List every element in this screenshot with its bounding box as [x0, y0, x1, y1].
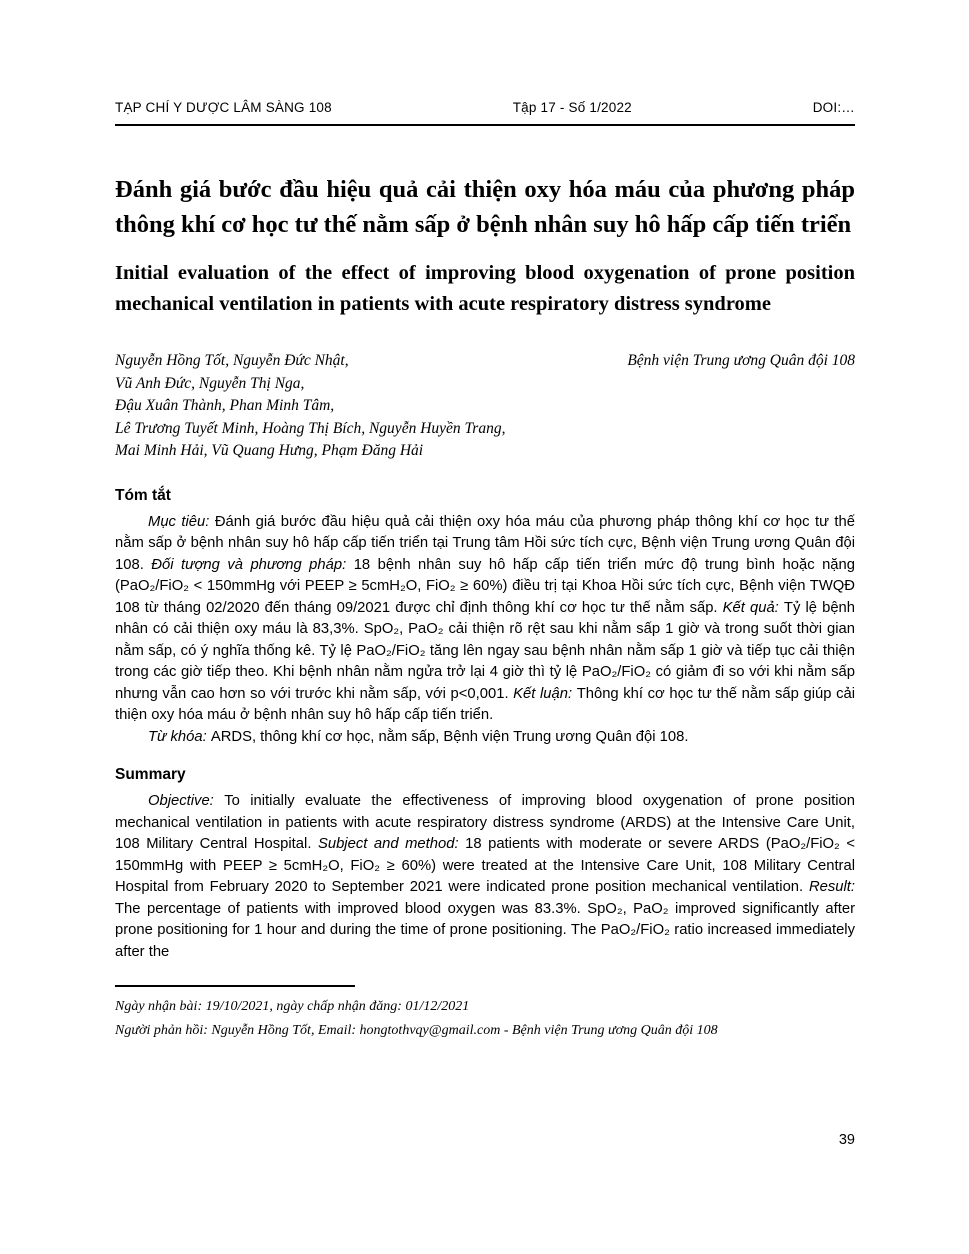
abstract-heading-english: Summary: [115, 766, 186, 783]
author-line: Mai Minh Hải, Vũ Quang Hưng, Phạm Đăng Hải: [115, 442, 424, 459]
author-line: Lê Trương Tuyết Minh, Hoàng Thị Bích, Nguyễn Huyền Trang,: [115, 419, 506, 437]
received-dates-note: Ngày nhận bài: 19/10/2021, ngày chấp nhận đăng: 01/12/2021: [115, 999, 470, 1014]
abstract-heading-vietnamese: Tóm tắt: [115, 486, 171, 504]
author-line: Nguyễn Hồng Tốt, Nguyễn Đức Nhật,: [115, 352, 349, 369]
title-english: Initial evaluation of the effect of improving blood oxygenation of prone position mechanical ventilation in patients with acute respiratory distress syndrome: [115, 262, 855, 315]
author-line: Đậu Xuân Thành, Phan Minh Tâm,: [115, 397, 335, 414]
doi-label: DOI:…: [812, 100, 855, 115]
journal-name: TẠP CHÍ Y DƯỢC LÂM SÀNG 108: [115, 100, 332, 115]
page-number: 39: [838, 1132, 855, 1148]
keywords-line: Từ khóa: ARDS, thông khí cơ học, nằm sấp, Bệnh viện Trung ương Quân đội 108.: [148, 728, 689, 745]
author-line: Vũ Anh Đức, Nguyễn Thị Nga,: [115, 374, 305, 392]
affiliation: Bệnh viện Trung ương Quân đội 108: [627, 352, 855, 369]
title-vietnamese: Đánh giá bước đầu hiệu quả cải thiện oxy hóa máu của phương pháp thông khí cơ học tư thế nằm sấp ở bệnh nhân suy hô hấp cấp tiến triển: [115, 176, 855, 238]
correspondence-note: Người phản hồi: Nguyễn Hồng Tốt, Email: hongtothvqy@gmail.com - Bệnh viện Trung ương Quân đội 108: [115, 1023, 718, 1038]
authors-block: [115, 350, 855, 463]
abstract-paragraph-vietnamese: Mục tiêu: Đánh giá bước đầu hiệu quả cải thiện oxy hóa máu của phương pháp thông khí cơ học tư thế nằm sấp ở bệnh nhân suy hô hấp cấp tiến triển tại Trung tâm Hồi sức tích cực, Bệnh viện Trung ương Quân đội 108. Đối tượng và phương pháp: 18 bệnh nhân suy hô hấp cấp tiến triển mức độ trung bình hoặc nặng (PaO₂/FiO₂ < 150mmHg với PEEP ≥ 5cmH₂O, FiO₂ ≥ 60%) điều trị tại Khoa Hồi sức tích cực, Bệnh viện TWQĐ 108 từ tháng 02/2020 đến tháng 09/2021 được chỉ định thông khí cơ học tư thế nằm sấp. Kết quả: Tỷ lệ bệnh nhân có cải thiện oxy máu là 83,3%. SpO₂, PaO₂ cải thiện rõ rệt sau khi nằm sấp 1 giờ và trong suốt thời gian nằm sấp, có ý nghĩa thống kê. Tỷ lệ PaO₂/FiO₂ tăng lên ngay sau bệnh nhân nằm sấp 1 giờ và tiếp tục cải thiện trong các giờ tiếp theo. Khi bệnh nhân nằm ngửa trở lại 4 giờ thì tỷ lệ PaO₂/FiO₂ có giảm đi so với khi nằm sấp nhưng vẫn cao hơn so với trước khi nằm sấp, với p<0,001. Kết luận: Thông khí cơ học tư thế nằm sấp giúp cải thiện oxy hóa máu ở bệnh nhân suy hô hấp cấp tiến triển.: [115, 513, 856, 723]
footnote-rule: [115, 985, 355, 987]
issue-info: Tập 17 - Số 1/2022: [512, 100, 632, 115]
running-header: [115, 100, 855, 115]
abstract-paragraph-english: Objective: To initially evaluate the effectiveness of improving blood oxygenation of prone position mechanical ventilation in patients with acute respiratory distress syndrome (ARDS) at the Intensive Care Unit, 108 Military Central Hospital. Subject and method: 18 patients with moderate or severe ARDS (PaO₂/FiO₂ < 150mmHg with PEEP ≥ 5cmH₂O, FiO₂ ≥ 60%) were treated at the Intensive Care Unit, 108 Military Central Hospital from February 2020 to September 2021 were indicated prone position mechanical ventilation. Result: The percentage of patients with improved blood oxygen was 83.3%. SpO₂, PaO₂ improved significantly after prone positioning for 1 hour and during the time of prone positioning. The PaO₂/FiO₂ ratio increased immediately after the: [115, 793, 855, 960]
header-rule: [115, 124, 855, 126]
